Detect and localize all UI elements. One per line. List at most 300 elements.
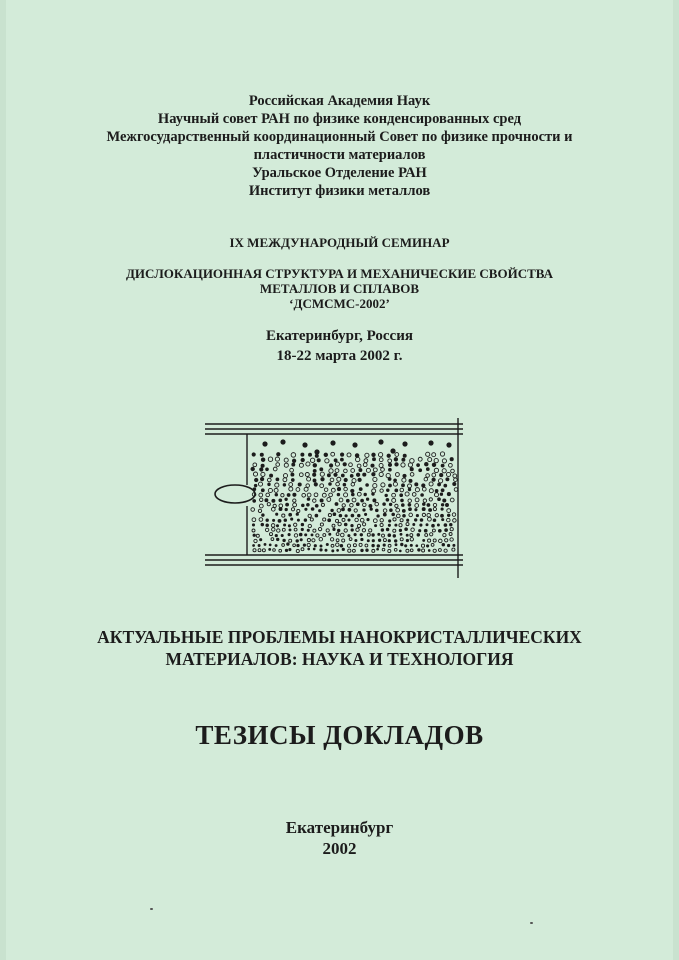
grain-particle xyxy=(288,513,292,517)
grain-particle xyxy=(415,544,418,547)
grain-particle xyxy=(313,463,317,467)
grain-particle xyxy=(444,523,448,527)
grain-particle xyxy=(276,452,280,456)
grain-particle xyxy=(399,493,403,497)
grain-particle xyxy=(408,503,412,507)
grain-particle xyxy=(252,523,255,526)
grain-particle xyxy=(438,549,441,552)
grain-particle xyxy=(383,544,386,547)
grain-particle xyxy=(341,533,345,537)
grain-particle xyxy=(410,534,413,537)
grain-particle xyxy=(253,487,257,491)
grain-particle xyxy=(357,478,361,482)
grain-particle xyxy=(301,504,305,508)
grain-particle xyxy=(275,493,278,496)
grain-particle xyxy=(402,441,407,446)
grain-particle xyxy=(389,508,393,512)
grain-particle xyxy=(414,518,417,521)
grain-particle xyxy=(267,503,270,506)
grain-particle xyxy=(360,533,363,536)
grain-particle xyxy=(394,539,397,542)
grain-particle xyxy=(305,472,309,476)
grain-particle xyxy=(452,482,456,486)
grain-particle xyxy=(450,528,453,531)
grain-particle xyxy=(279,504,283,508)
grain-particle xyxy=(314,449,319,454)
grain-particle xyxy=(319,548,322,551)
grain-particle xyxy=(254,484,257,487)
grain-particle xyxy=(268,457,272,461)
grain-particle xyxy=(352,549,355,552)
grain-particle xyxy=(333,512,337,516)
grain-particle xyxy=(342,539,345,542)
grain-particle xyxy=(442,543,445,546)
grain-particle xyxy=(307,493,311,497)
grain-particle xyxy=(324,488,328,492)
grain-particle xyxy=(447,492,451,496)
grain-particle xyxy=(277,529,280,532)
grain-particle xyxy=(326,529,329,532)
grain-particle xyxy=(307,529,310,532)
grain-particle xyxy=(433,507,436,510)
grain-particle xyxy=(371,472,375,476)
grain-particle xyxy=(330,538,333,541)
grain-particle xyxy=(437,497,441,501)
grain-particle xyxy=(253,549,256,552)
grain-particle xyxy=(294,523,297,526)
grain-particle xyxy=(320,498,324,502)
grain-particle xyxy=(437,483,441,487)
grain-particle xyxy=(441,518,444,521)
grain-particle xyxy=(367,533,370,536)
grain-particle xyxy=(272,528,275,531)
grain-particle xyxy=(400,488,404,492)
grain-particle xyxy=(308,514,311,517)
grain-particle xyxy=(271,524,275,528)
grain-particle xyxy=(284,518,287,521)
grain-particle xyxy=(422,539,425,542)
grain-particle xyxy=(312,539,315,542)
grain-particle xyxy=(332,528,335,531)
grain-particle xyxy=(393,482,397,486)
grain-particle xyxy=(391,513,395,517)
grain-particle xyxy=(258,549,261,552)
grain-particle xyxy=(302,493,306,497)
grain-particle xyxy=(314,482,318,486)
grain-particle xyxy=(381,528,384,531)
grain-particle xyxy=(351,493,355,497)
organization-line: Российская Академия Наук xyxy=(248,93,431,109)
grain-particle xyxy=(439,473,443,477)
grain-particle xyxy=(282,514,285,517)
grain-particle xyxy=(304,487,308,491)
topic-line: ДИСЛОКАЦИОННАЯ СТРУКТУРА И МЕХАНИЧЕСКИЕ СВОЙСТВА xyxy=(125,266,554,281)
grain-particle xyxy=(382,534,385,537)
grain-particle xyxy=(252,499,256,503)
grain-particle xyxy=(265,467,269,471)
grain-particle xyxy=(399,550,402,553)
grain-particle xyxy=(382,548,385,551)
grain-particle xyxy=(444,528,448,532)
grain-particle xyxy=(324,453,328,457)
grain-particle xyxy=(306,462,310,466)
grain-particle xyxy=(364,459,368,463)
grain-particle xyxy=(370,464,374,468)
grain-particle xyxy=(315,514,319,518)
grain-particle xyxy=(441,503,444,506)
grain-particle xyxy=(296,544,299,547)
grain-particle xyxy=(283,523,286,526)
grain-particle xyxy=(434,458,438,462)
grain-particle xyxy=(353,544,356,547)
grain-particle xyxy=(406,539,409,542)
grain-particle xyxy=(308,524,311,527)
grain-particle xyxy=(347,544,350,547)
grain-particle xyxy=(327,518,331,522)
grain-particle xyxy=(360,518,364,522)
grain-particle xyxy=(294,534,297,537)
grain-particle xyxy=(299,533,303,537)
grain-particle xyxy=(282,544,285,547)
grain-particle xyxy=(362,523,365,526)
grain-particle xyxy=(313,469,317,473)
grain-particle xyxy=(426,503,430,507)
grain-particle xyxy=(401,483,405,487)
grain-particle xyxy=(293,544,296,547)
grain-particle xyxy=(395,543,398,546)
grain-particle xyxy=(452,544,455,547)
grain-particle xyxy=(269,544,272,547)
grain-particle xyxy=(388,477,392,481)
grain-particle xyxy=(394,524,397,527)
grain-particle xyxy=(426,544,429,547)
grain-particle xyxy=(447,544,450,547)
publication-city: Екатеринбург xyxy=(285,818,394,837)
grain-particle xyxy=(395,453,399,457)
grain-particle xyxy=(410,544,413,547)
grain-particle xyxy=(447,518,451,522)
grain-particle xyxy=(258,482,262,486)
grain-particle xyxy=(269,474,273,478)
grain-particle xyxy=(415,504,419,508)
grain-particle xyxy=(356,528,359,531)
grain-particle xyxy=(386,498,390,502)
grain-particle xyxy=(401,458,405,462)
grain-particle xyxy=(378,539,381,542)
grain-particle xyxy=(390,448,395,453)
grain-particle xyxy=(377,533,380,536)
grain-particle xyxy=(372,498,376,502)
grain-particle xyxy=(304,533,307,536)
grain-particle xyxy=(296,549,299,552)
grain-particle xyxy=(330,509,333,512)
grain-particle xyxy=(308,453,312,457)
grain-particle xyxy=(410,538,413,541)
nanostructure-schematic-icon xyxy=(205,418,465,580)
grain-particle xyxy=(368,504,372,508)
grain-particle xyxy=(339,514,343,518)
topic-line: МЕТАЛЛОВ И СПЛАВОВ xyxy=(259,281,420,296)
grain-particle xyxy=(299,463,303,467)
grain-particle xyxy=(253,534,256,537)
grain-particle xyxy=(311,533,314,536)
grain-particle xyxy=(344,529,347,532)
grain-particle xyxy=(388,519,391,522)
grain-particle xyxy=(371,492,374,495)
grain-particle xyxy=(282,539,285,542)
grain-particle xyxy=(276,524,279,527)
grain-particle xyxy=(318,509,321,512)
grain-particle xyxy=(449,463,453,467)
grain-particle xyxy=(388,544,391,547)
grain-particle xyxy=(438,529,442,533)
grain-particle xyxy=(304,508,307,511)
grain-particle xyxy=(258,509,261,512)
grain-particle xyxy=(275,534,278,537)
grain-particle xyxy=(422,507,426,511)
grain-particle xyxy=(360,549,363,552)
venue-dates: 18-22 марта 2002 г. xyxy=(276,348,403,364)
grain-particle xyxy=(379,472,383,476)
grain-particle xyxy=(432,529,435,532)
scan-speck xyxy=(150,908,153,910)
grain-particle xyxy=(363,463,367,467)
grain-particle xyxy=(422,549,425,552)
grain-particle xyxy=(367,539,370,542)
grain-particle xyxy=(335,462,339,466)
subject-line: АКТУАЛЬНЫЕ ПРОБЛЕМЫ НАНОКРИСТАЛЛИЧЕСКИХ xyxy=(97,627,582,647)
grain-particle xyxy=(326,543,329,546)
grain-particle xyxy=(344,493,348,497)
grain-particle xyxy=(388,524,391,527)
grain-particle xyxy=(405,492,409,496)
grain-particle xyxy=(292,459,296,463)
grain-particle xyxy=(301,528,304,531)
grain-particle xyxy=(320,472,324,476)
grain-particle xyxy=(313,499,316,502)
grain-particle xyxy=(408,484,412,488)
grain-particle xyxy=(271,499,275,503)
grain-particle xyxy=(427,513,431,517)
grain-particle xyxy=(393,534,396,537)
grain-particle xyxy=(418,468,422,472)
grain-particle xyxy=(428,539,431,542)
grain-particle xyxy=(373,477,377,481)
grain-particle xyxy=(340,458,344,462)
grain-particle xyxy=(417,533,420,536)
grain-particle xyxy=(450,498,454,502)
grain-particle xyxy=(365,453,369,457)
grain-particle xyxy=(266,519,269,522)
grain-particle xyxy=(369,529,372,532)
grain-particle xyxy=(432,473,436,477)
grain-particle xyxy=(338,522,341,525)
grain-particle xyxy=(432,463,436,467)
grain-particle xyxy=(414,508,417,511)
grain-particle xyxy=(435,489,439,493)
grain-particle xyxy=(290,468,294,472)
grain-particle xyxy=(429,482,433,486)
grain-particle xyxy=(435,514,438,517)
grain-particle xyxy=(307,543,310,546)
grain-particle xyxy=(335,519,338,522)
grain-particle xyxy=(450,538,453,541)
grain-particle xyxy=(294,528,297,531)
grain-particle xyxy=(443,533,446,536)
grain-particle xyxy=(394,548,397,551)
grain-particle xyxy=(404,544,407,547)
grain-particle xyxy=(303,544,306,547)
grain-particle xyxy=(406,523,409,526)
grain-particle xyxy=(264,498,268,502)
grain-particle xyxy=(420,518,424,522)
grain-particle xyxy=(376,548,379,551)
grain-particle xyxy=(320,523,323,526)
grain-particle xyxy=(337,487,341,491)
grain-particle xyxy=(440,514,444,518)
grain-particle xyxy=(388,533,392,537)
grain-particle xyxy=(438,479,442,483)
grain-particle xyxy=(444,549,447,552)
grain-particle xyxy=(281,494,284,497)
grain-particle xyxy=(348,508,352,512)
grain-particle xyxy=(360,538,363,541)
grain-particle xyxy=(252,452,256,456)
grain-particle xyxy=(268,488,272,492)
grain-particle xyxy=(386,528,389,531)
grain-particle xyxy=(451,469,455,473)
grain-particle xyxy=(330,440,335,445)
grain-particle xyxy=(297,509,300,512)
grain-particle xyxy=(261,472,265,476)
grain-particle xyxy=(275,513,278,516)
grain-particle xyxy=(404,527,408,531)
grain-particle xyxy=(421,544,424,547)
grain-particle xyxy=(354,533,357,536)
grain-particle xyxy=(402,509,406,513)
grain-particle xyxy=(381,468,385,472)
grain-particle xyxy=(347,453,351,457)
grain-particle xyxy=(289,528,292,531)
grain-particle xyxy=(441,508,444,511)
grain-particle xyxy=(349,463,353,467)
grain-particle xyxy=(433,539,436,542)
grain-particle xyxy=(261,457,265,461)
grain-particle xyxy=(439,539,443,543)
grain-particle xyxy=(383,539,386,542)
grain-particle xyxy=(409,479,413,483)
grain-particle xyxy=(365,544,368,547)
grain-particle xyxy=(293,503,297,507)
grain-particle xyxy=(291,508,294,511)
grain-particle xyxy=(292,493,296,497)
grain-particle xyxy=(360,499,364,503)
grain-particle xyxy=(337,509,341,513)
organization-line: Уральское Отделение РАН xyxy=(252,165,427,181)
grain-particle xyxy=(408,507,412,511)
grain-particle xyxy=(434,493,438,497)
grain-particle xyxy=(314,544,317,547)
grain-particle xyxy=(420,493,424,497)
nanostructure-illustration xyxy=(205,418,465,580)
grain-particle xyxy=(417,548,420,551)
grain-particle xyxy=(372,457,376,461)
grain-particle xyxy=(252,529,255,532)
grain-particle xyxy=(431,543,434,546)
grain-particle xyxy=(289,483,293,487)
grain-particle xyxy=(307,548,310,551)
grain-particle xyxy=(429,489,433,493)
grain-particle xyxy=(410,467,414,471)
grain-particle xyxy=(299,473,303,477)
grain-particle xyxy=(415,488,419,492)
grain-particle xyxy=(261,513,264,516)
grain-particle xyxy=(377,544,380,547)
grain-particle xyxy=(327,498,331,502)
grain-particle xyxy=(332,524,335,527)
grain-particle xyxy=(339,498,343,502)
grain-particle xyxy=(310,458,314,462)
grain-particle xyxy=(433,518,437,522)
grain-particle xyxy=(424,462,428,466)
grain-particle xyxy=(359,487,363,491)
grain-particle xyxy=(445,503,449,507)
grain-particle xyxy=(331,488,335,492)
grain-particle xyxy=(340,453,344,457)
seminar-title: IX МЕЖДУНАРОДНЫЙ СЕМИНАР xyxy=(229,235,450,250)
grain-particle xyxy=(400,519,403,522)
grain-particle xyxy=(432,478,436,482)
grain-particle xyxy=(313,548,316,551)
grain-particle xyxy=(319,467,323,471)
grain-particle xyxy=(333,473,337,477)
grain-particle xyxy=(356,502,360,506)
grain-particle xyxy=(388,549,391,552)
grain-particle xyxy=(274,488,278,492)
grain-particle xyxy=(358,468,362,472)
grain-particle xyxy=(375,502,379,506)
grain-particle xyxy=(363,503,367,507)
grain-particle xyxy=(440,452,444,456)
grain-particle xyxy=(400,543,403,546)
grain-particle xyxy=(406,534,409,537)
grain-particle xyxy=(356,457,360,461)
grain-particle xyxy=(410,473,414,477)
grain-particle xyxy=(362,473,366,477)
grain-particle xyxy=(328,514,331,517)
grain-particle xyxy=(259,504,263,508)
grain-particle xyxy=(285,508,288,511)
grain-particle xyxy=(396,508,400,512)
grain-particle xyxy=(424,529,428,533)
grain-particle xyxy=(387,454,391,458)
grain-particle xyxy=(327,473,331,477)
grain-particle xyxy=(269,533,272,536)
publication-footer xyxy=(0,817,679,859)
grain-particle xyxy=(386,488,389,491)
grain-particle xyxy=(336,543,339,546)
grain-particle xyxy=(373,519,377,523)
venue-block xyxy=(0,326,679,366)
grain-particle xyxy=(342,504,345,507)
grain-particle xyxy=(259,518,263,522)
grain-particle xyxy=(319,537,322,540)
grain-particle xyxy=(272,519,275,522)
grain-particle xyxy=(389,503,392,506)
grain-particle xyxy=(304,518,307,521)
grain-particle xyxy=(316,534,319,537)
grain-particle xyxy=(365,549,368,552)
